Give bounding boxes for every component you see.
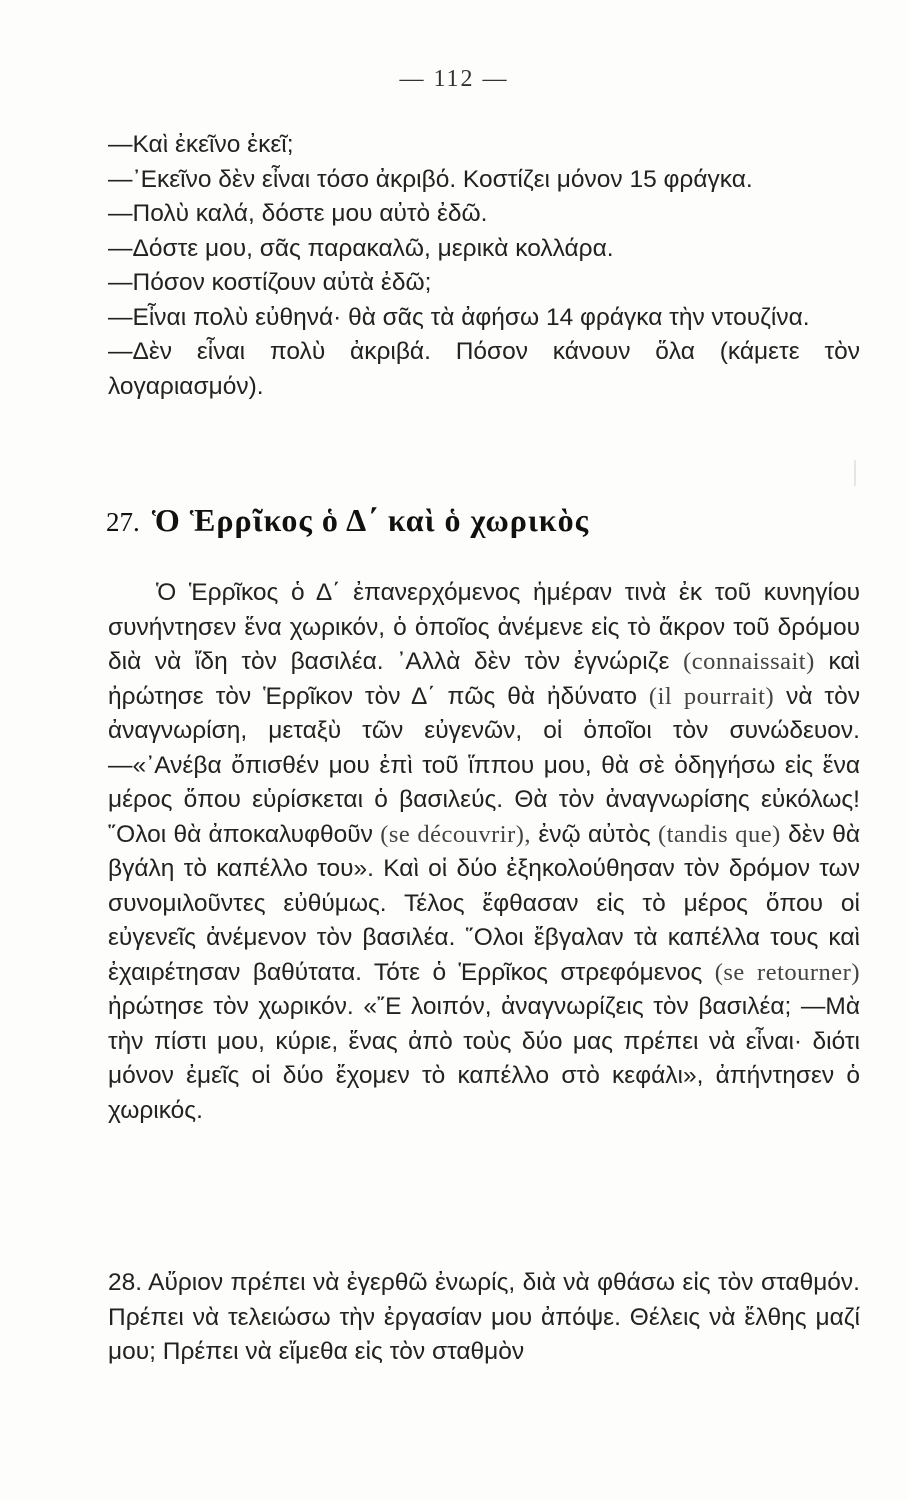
- story-text: καὶ ἠρώτησε τὸν Ἑρρῖκον τὸν Δ΄ πῶς θὰ ἠδύνατο: [108, 648, 860, 710]
- french-gloss: (se retourner): [714, 958, 860, 986]
- french-gloss: (tandis que): [657, 820, 781, 848]
- story-text: νὰ τὸν ἀναγνωρίση, μεταξὺ τῶν εὐγενῶν, οἱ ὁποῖοι τὸν συνώδευον.—«᾿Ανέβα ὄπισθέν μου ἐπὶ τοῦ ἵππου μου, θὰ σὲ ὁδηγήσω εἰς ἕνα μέρος ὅπου εὑρίσκεται ὁ βασιλεύς. Θὰ τὸν ἀναγνωρίσης εὐκόλως! ῞Ολοι θὰ ἀποκαλυφθοῦν: [108, 682, 860, 848]
- story-text: Ὁ Ἑρρῖκος ὁ Δ΄ ἐπανερχόμενος ἡμέραν τινὰ ἐκ τοῦ κυνηγίου συνήντησεν ἕνα χωρικόν, ὁ ὁποῖος ἀνέμενε εἰς τὸ ἄκρον τοῦ δρόμου διὰ νὰ ἴδη τὸν βασιλέα. ᾿Αλλὰ δὲν τὸν ἐγνώριζε: [108, 579, 860, 675]
- dialogue-line: —Δὲν εἶναι πολὺ ἀκριβά. Πόσον κάνουν ὅλα (κάμετε τὸν λογαριασμόν).: [108, 338, 860, 400]
- french-gloss: (connaissait): [683, 648, 815, 675]
- exercise-block: [108, 1266, 860, 1370]
- french-gloss: (se découvrir),: [380, 820, 532, 848]
- page-number: — 112 —: [399, 66, 509, 92]
- section-title: Ὁ Ἑρρῖκος ὁ Δ΄ καὶ ὁ χωρικὸς: [151, 502, 590, 538]
- dialogue-line: —Πόσον κοστίζουν αὐτὰ ἐδῶ;: [108, 269, 432, 296]
- french-gloss: (il pourrait): [648, 682, 775, 710]
- exercise-paragraph: [108, 1266, 860, 1370]
- dialogue-line: —Εἶναι πολὺ εὐθηνά· θὰ σᾶς τὰ ἀφήσω 14 φράγκα τὴν ντουζίνα.: [108, 303, 810, 331]
- dialogue-line: —᾿Εκεῖνο δὲν εἶναι τόσο ἀκριβό. Κοστίζει μόνον 15 φράγκα.: [108, 165, 753, 193]
- dialogue-line: —Πολὺ καλά, δόστε μου αὐτὸ ἐδῶ.: [108, 200, 488, 227]
- section-number: 27.: [106, 507, 140, 537]
- exercise-text: Αὔριον πρέπει νὰ ἐγερθῶ ἐνωρίς, διὰ νὰ φθάσω εἰς τὸν σταθμόν. Πρέπει νὰ τελειώσω τὴν ἐργασίαν μου ἀπόψε. Θέλεις νὰ ἔλθης μαζί μου; Πρέπει νὰ εἴμεθα εἰς τὸν σταθμὸν: [108, 1269, 860, 1365]
- paper-mark: [854, 460, 856, 486]
- story-block: [108, 576, 860, 1128]
- dialogue-line: —Δόστε μου, σᾶς παρακαλῶ, μερικὰ κολλάρα.: [108, 234, 614, 262]
- story-paragraph: [108, 576, 860, 1128]
- section-heading: [106, 502, 866, 539]
- story-text: δὲν θὰ βγάλη τὸ καπέλλο του». Καὶ οἱ δύο ἐξηκολούθησαν τὸν δρόμον των συνομιλοῦντες εὐθύμως. Τέλος ἔφθασαν εἰς τὸ μέρος ὅπου οἱ εὐγενεῖς ἀνέμενον τὸν βασιλέα. ῞Ολοι ἔβγαλαν τὰ καπέλλα τους καὶ ἐχαιρέτησαν βαθύτατα. Τότε ὁ Ἑρρῖκος στρεφόμενος: [108, 820, 861, 986]
- dialogue-line: —Καὶ ἐκεῖνο ἐκεῖ;: [108, 131, 294, 158]
- story-text: ἐνῷ αὐτὸς: [538, 820, 651, 848]
- dialogue-block: [108, 128, 860, 404]
- story-text: ἠρώτησε τὸν χωρικόν. «῎Ε λοιπόν, ἀναγνωρίζεις τὸν βασιλέα; —Μὰ τὴν πίστι μου, κύριε, ἕνας ἀπὸ τοὺς δύο μας πρέπει νὰ εἶναι· διότι μόνον ἐμεῖς οἱ δύο ἔχομεν τὸ καπέλλο στὸ κεφάλι», ἀπήντησεν ὁ χωρικός.: [108, 993, 860, 1124]
- exercise-number: 28.: [108, 1269, 143, 1296]
